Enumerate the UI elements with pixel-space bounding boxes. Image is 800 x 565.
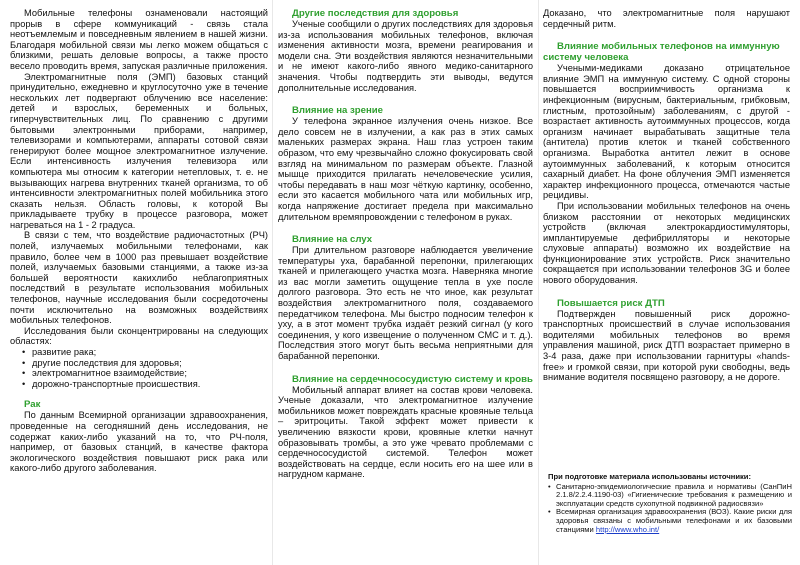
hearing-heading: Влияние на слух bbox=[292, 234, 373, 246]
vision-paragraph: У телефона экранное излучения очень низкое. Все дело совсем не в излучении, а как раз в этих самых маленьких размерах экрана. Наш глаз устроен таким образом, что ему чрезвычайно сложно фокусировать свой взгляд на минимальном по размерам объекте. Глазной мышце приходится прилагать нечеловеческие усилия, чтобы передавать в наш мозг чёткую картинку, особенно, если это касается мобильного чата или мобильных игр, когда напряжение достигает предела при максимально длительном времяпровождении с телефоном в руках. bbox=[278, 116, 533, 222]
other-effects-heading: Другие последствия для здоровья bbox=[292, 8, 459, 19]
emf-paragraph: Электромагнитные поля (ЭМП) базовых станций принудительно, ежедневно и круглосуточно уже в течение нескольких лет подвергают облучению все население: детей и взрослых, беременных и больных, гиперчувствительных лиц. По сравнению с другими бытовыми электронными приборами, например, телевизорами и компьютерами, аппараты сотовой связи генерируют более мощное электромагнитное излучение. Если интенсивность излучения телевизора или компьютера мы относим к категории нетепловых, т. е. не вызывающих нагрева внутренних тканей организма, то об интенсивности электромагнитных полей мобильника этого сказать нельзя. Область головы, к которой Вы прикладываете трубку в процессе разговора, может нагреваться на 1 - 2 градуса. bbox=[10, 71, 268, 230]
list-item: • дорожно-транспортные происшествия. bbox=[10, 379, 268, 390]
road-accidents-paragraph: Подтвержден повышенный риск дорожно-транспортных происшествий в случае использования водителями мобильных телефонов во время управления машиной, риск ДТП возрастает примерно в 3-4 раза, даже при использовании гарнитуры «hands-free» и громкой связи, при которой руки свободны, ведь внимание водителя посвящено разговору, а не дороге. bbox=[543, 308, 790, 383]
immune-paragraph: Учеными-медиками доказано отрицательное влияние ЭМП на иммунную систему. С одной стороны повышается восприимчивость организма к инфекционным (вирусным, бактериальным, грибковым, глистным, протозойным) заболеваниям, с другой - возрастает активность аутоиммунных процессов, когда организм начинает вырабатывать защитные тела (антитела) против клеток и тканей собственного организма. Выработка антител лежит в основе аутоиммунных заболеваний, к которым относится сахарный диабет. На фоне облучения ЭМП изменяется характер инфекционного процесса, отмечаются частые рецидивы. bbox=[543, 63, 790, 201]
research-areas-list bbox=[10, 347, 268, 389]
column-left bbox=[10, 8, 268, 474]
heart-rhythm-paragraph: Доказано, что электромагнитные поля нарушают сердечный ритм. bbox=[543, 8, 790, 29]
source-item: • Санитарно-эпидемиологические правила и нормативы (СанПиН 2.1.8/2.2.4.1190-03) «Гигиенические требования к размещению и эксплуатации средств сухопутной подвижной радиосвязи» bbox=[548, 483, 792, 509]
medical-devices-paragraph: При использовании мобильных телефонов на очень близком расстоянии от некоторых медицинских устройств (включая электрокардиостимуляторы, имплантируемые дефибрилляторы и некоторые слуховые аппараты) возможно их воздействие на функционирование этих устройств. Риск значительно сокращается при использовании телефонов 3G и более нового оборудования. bbox=[543, 200, 790, 286]
list-item: • электромагнитное взаимодействие; bbox=[10, 368, 268, 379]
who-link[interactable]: http://www.who.int/ bbox=[595, 524, 660, 534]
list-item: • другие последствия для здоровья; bbox=[10, 358, 268, 369]
vision-heading: Влияние на зрение bbox=[292, 105, 384, 117]
research-areas-paragraph: Исследования были сконцентрированы на следующих областях: bbox=[10, 325, 268, 347]
other-effects-paragraph: Ученые сообщили о других последствиях для здоровья из-за использования мобильных телефонов, включая изменения активности мозга, времени реагирования и модели сна. Эти воздействия являются незначительными и не имеют какого-либо явного медико-санитарного значения. Чтобы подтвердить эти выводы, ведутся дополнительные исследования. bbox=[278, 19, 533, 93]
road-accidents-heading: Повышается риск ДТП bbox=[557, 297, 665, 309]
rf-paragraph: В связи с тем, что воздействие радиочастотных (РЧ) полей, излучаемых мобильными телефонами, как правило, более чем в 1000 раз превышает воздействие полей, излучаемых базовыми станциями, а также из-за большей вероятности какихлибо неблагоприятных последствий в результате использования мобильных телефонов, научные исследования были сосредоточены почти исключительно на возможных воздействиях мобильных телефонов. bbox=[10, 230, 268, 326]
list-item: • развитие рака; bbox=[10, 347, 268, 358]
source-text: Всемирная организация здравоохранения (ВОЗ). Какие риски для здоровья связаны с мобильными телефонами и их базовыми станциями bbox=[556, 507, 792, 534]
column-middle bbox=[278, 8, 533, 480]
cancer-paragraph: По данным Всемирной организации здравоохранения, проведенные на сегодняшний день исследования, не содержат каких-либо указаний на то, что РЧ-поля, например, от базовых станций, в качестве фактора экологического воздействия повышают риск рака или какого-либо другого заболевания. bbox=[10, 410, 268, 474]
cancer-heading: Рак bbox=[24, 399, 41, 411]
source-item bbox=[548, 508, 792, 534]
sources-list bbox=[548, 483, 792, 535]
intro-paragraph: Мобильные телефоны ознаменовали настоящий прорыв в сфере коммуникаций - связь стала неотъемлемым и повседневным явлением в нашей жизни. Благодаря мобильной связи мы легко можем общаться с близкими, решать деловые вопросы, а также просто весело проводить время, запуская различные приложения. bbox=[10, 8, 268, 71]
fold-line bbox=[538, 0, 539, 565]
hearing-paragraph: При длительном разговоре наблюдается увеличение температуры уха, барабанной перепонки, прилегающих тканей и прилегающего участка мозга. Наверняка многие из вас могли заметить ощущение тепла в ухе после долгого разговора. Это есть не что иное, как результат воздействия электромагнитного поля, создаваемого передатчиком телефона. Мы быстро подносим телефон к уху, а в этот момент трубка издаёт резкий сигнал (у кого соединения, у кого извещение о полученном СМС и т. д.). Последствия этого могут быть весьма неприятными для барабанной перепонки. bbox=[278, 245, 533, 362]
fold-line bbox=[272, 0, 273, 565]
column-right bbox=[543, 8, 790, 383]
sources-block bbox=[548, 473, 792, 534]
immune-heading: Влияние мобильных телефонов на иммунную систему человека bbox=[543, 41, 780, 64]
heart-heading: Влияние на сердечнососудистую систему и кровь bbox=[292, 373, 533, 385]
heart-paragraph: Мобильный аппарат влияет на состав крови человека. Ученые доказали, что электромагнитное излучение мобильников может повреждать красные кровяные тельца – эритроциты. Такой эффект может привести к увеличению вязкости крови, кровяные клетки начнут образовывать тромбы, а это уже чревато проблемами с сердечнососудистой системой. Телефон может воздействовать на сердце, если носить его на шее или в нагрудном кармане. bbox=[278, 384, 533, 480]
sources-title: При подготовке материала использованы источники: bbox=[548, 472, 751, 481]
